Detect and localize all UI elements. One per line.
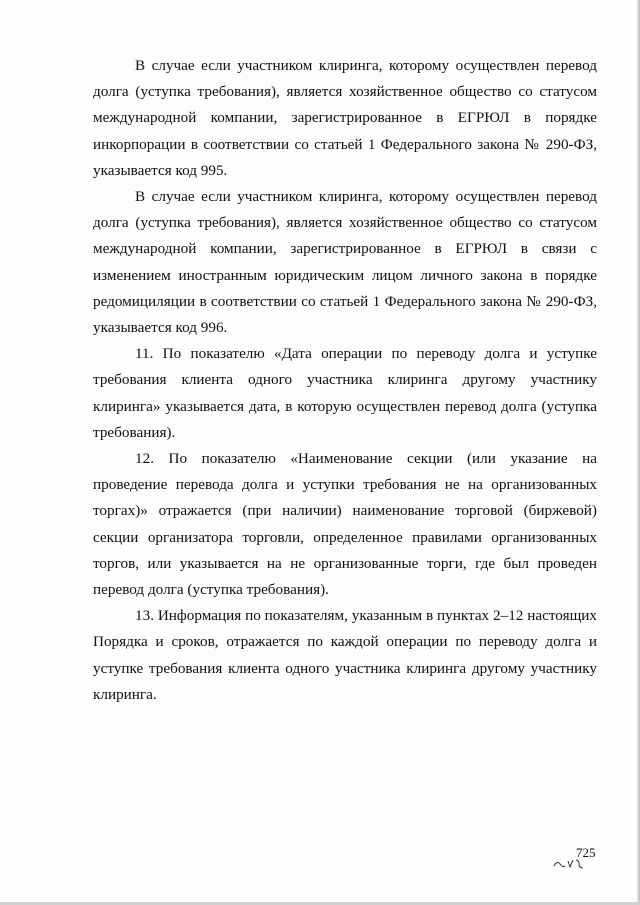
handwritten-mark-icon <box>552 856 586 870</box>
page-number: 725 <box>576 845 596 860</box>
paragraph-code-995: В случае если участником клиринга, которому осуществлен перевод долга (уступка требования), является хозяйственное общество со статусом международной компании, зарегистрированное в ЕГРЮЛ в порядке инкорпорации в соответствии со статьей 1 Федерального закона № 290-ФЗ, указывается код 995. <box>93 57 597 179</box>
paragraph-item-13: 13. Информация по показателям, указанным в пунктах 2–12 настоящих Порядка и сроков, отражается по каждой операции по переводу долга и уступке требования клиента одного участника клиринга другому участнику клиринга. <box>93 607 597 703</box>
paragraph-code-996: В случае если участником клиринга, которому осуществлен перевод долга (уступка требования), является хозяйственное общество со статусом международной компании, зарегистрированное в ЕГРЮЛ в связи с изменением иностранным юридическим лицом личного закона в порядке редомициляции в соответствии со статьей 1 Федерального закона № 290-ФЗ, указывается код 996. <box>93 188 597 337</box>
paragraph-item-12: 12. По показателю «Наименование секции (или указание на проведение перевода долга и уступки требования не на организованных торгах)» отражается (при наличии) наименование торговой (биржевой) секции организатора торговли, определенное правилами организованных торгов, или указывается на не организованные торги, где был проведен перевод долга (уступка требования). <box>93 450 597 599</box>
paragraph-item-11: 11. По показателю «Дата операции по переводу долга и уступке требования клиента одного участника клиринга другому участнику клиринга» указывается дата, в которую осуществлен перевод долга (уступка требования). <box>93 345 597 441</box>
document-body <box>93 53 597 708</box>
